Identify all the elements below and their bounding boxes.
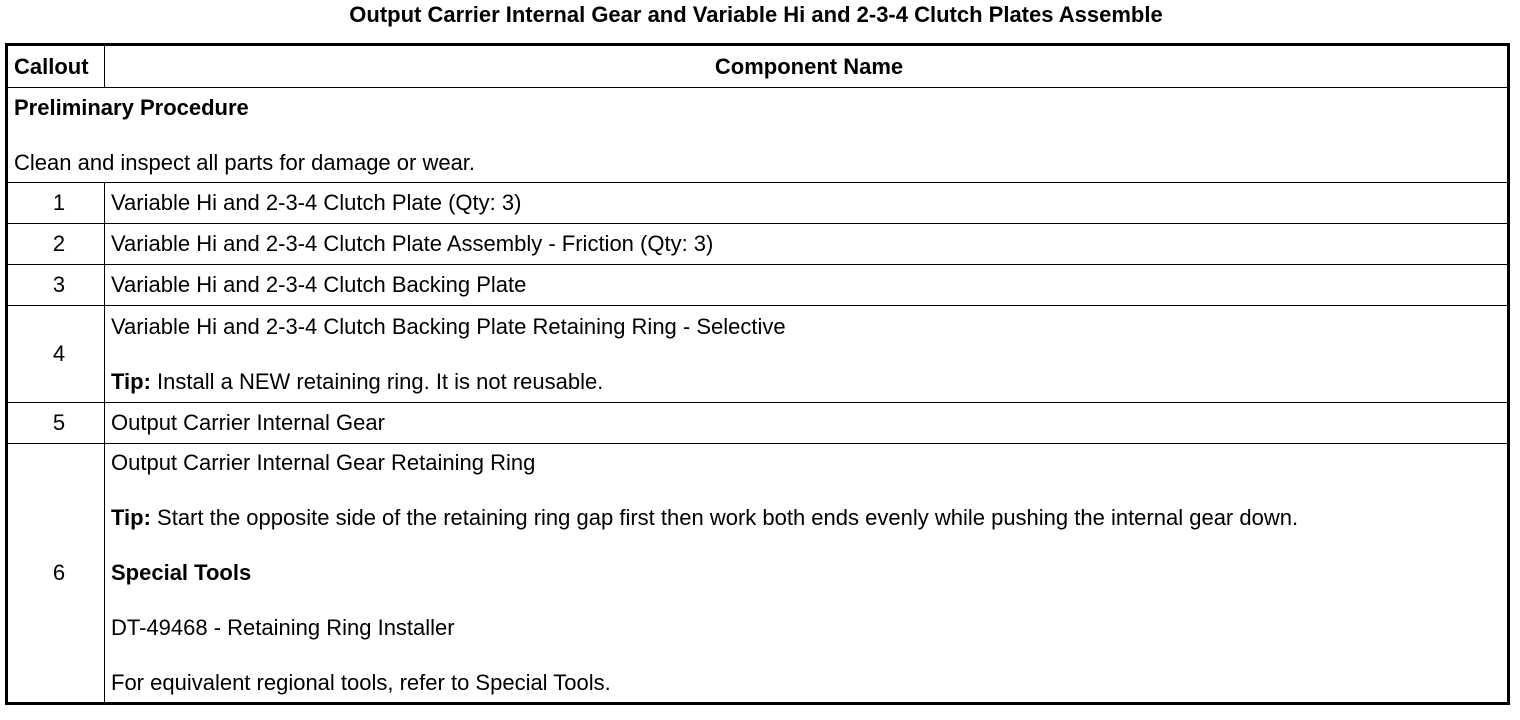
tip-label: Tip: (111, 368, 151, 394)
table-row (7, 403, 1509, 444)
page-title: Output Carrier Internal Gear and Variable Hi and 2-3-4 Clutch Plates Assemble (349, 2, 1163, 27)
table-header-row (7, 45, 1509, 88)
component-name: Variable Hi and 2-3-4 Clutch Plate Assembly - Friction (Qty: 3) (105, 224, 1509, 265)
component-name: Variable Hi and 2-3-4 Clutch Backing Plate (105, 265, 1509, 306)
tip-line (111, 369, 1507, 395)
tip-label: Tip: (111, 505, 151, 530)
component-name: Variable Hi and 2-3-4 Clutch Plate (Qty: 3) (105, 183, 1509, 224)
tip-line (111, 505, 1507, 531)
callout-number: 4 (7, 306, 105, 403)
procedure-table (5, 43, 1510, 705)
component-name-header: Component Name (105, 45, 1509, 88)
preliminary-cell (7, 88, 1509, 183)
component-cell (105, 306, 1509, 403)
callout-header: Callout (7, 45, 105, 88)
tip-text: Install a NEW retaining ring. It is not reusable. (150, 368, 604, 394)
tip-text: Start the opposite side of the retaining ring gap first then work both ends evenly while pushing the internal gear down. (150, 505, 1299, 530)
callout-number: 6 (7, 444, 105, 704)
component-cell (105, 444, 1509, 704)
tool-entry: DT-49468 - Retaining Ring Installer (111, 615, 455, 640)
component-name: Output Carrier Internal Gear Retaining Ring (111, 450, 536, 475)
table-row (7, 183, 1509, 224)
preliminary-heading: Preliminary Procedure (14, 94, 249, 120)
table-row (7, 306, 1509, 403)
callout-number: 2 (7, 224, 105, 265)
table-row (7, 444, 1509, 704)
callout-number: 3 (7, 265, 105, 306)
regional-tools-note: For equivalent regional tools, refer to Special Tools. (111, 670, 611, 695)
preliminary-text: Clean and inspect all parts for damage or wear. (14, 149, 476, 175)
table-row (7, 265, 1509, 306)
callout-number: 5 (7, 403, 105, 444)
callout-number: 1 (7, 183, 105, 224)
preliminary-row (7, 88, 1509, 183)
table-row (7, 224, 1509, 265)
component-name: Variable Hi and 2-3-4 Clutch Backing Plate Retaining Ring - Selective (111, 313, 786, 339)
special-tools-heading: Special Tools (111, 560, 252, 585)
component-name: Output Carrier Internal Gear (105, 403, 1509, 444)
